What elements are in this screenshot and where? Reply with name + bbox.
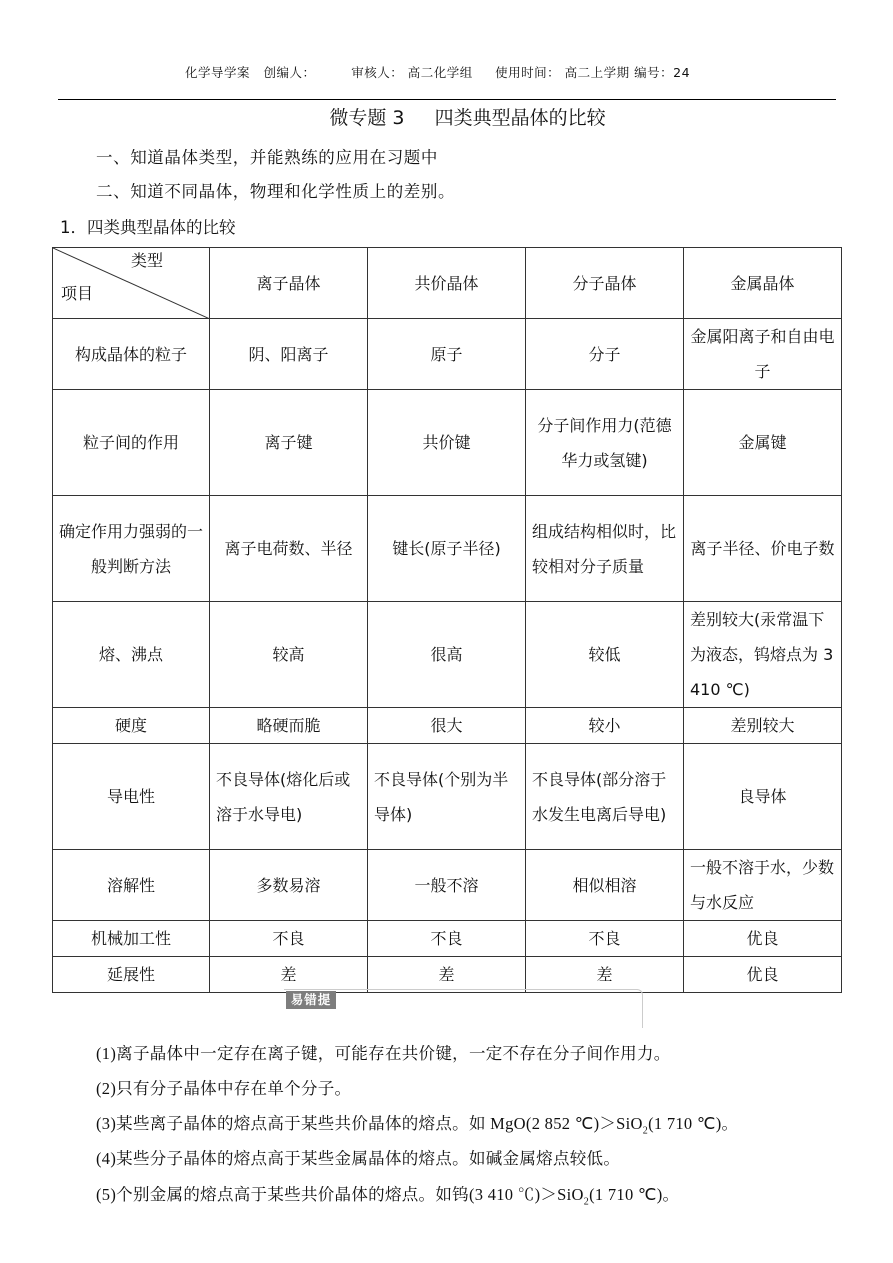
note-3: [96, 1110, 738, 1136]
header-item-label: 项目: [61, 284, 94, 303]
table-cell: 差: [526, 957, 684, 993]
table-cell: 相似相溶: [526, 850, 684, 921]
note-4: (4)某些分子晶体的熔点高于某些金属晶体的熔点。如碱金属熔点较低。: [96, 1149, 621, 1168]
table-row: [53, 390, 842, 496]
row-label: 构成晶体的粒子: [53, 319, 210, 390]
table-cell: 差: [368, 957, 526, 993]
table-cell: 略硬而脆: [210, 708, 368, 744]
table-row: [53, 496, 842, 602]
table-row: [53, 921, 842, 957]
table-row: [53, 744, 842, 850]
table-cell: 一般不溶: [368, 850, 526, 921]
table-cell: 不良导体(个别为半导体): [368, 744, 526, 850]
table-row: [53, 602, 842, 708]
table-cell: 良导体: [684, 744, 842, 850]
row-label: 机械加工性: [53, 921, 210, 957]
table-cell: 差别较大(汞常温下为液态，钨熔点为 3 410 ℃): [684, 602, 842, 708]
tip-box-frame: [284, 989, 643, 1028]
table-cell: 离子电荷数、半径: [210, 496, 368, 602]
table-cell: 阴、阳离子: [210, 319, 368, 390]
table-cell: 不良导体(熔化后或溶于水导电): [210, 744, 368, 850]
note-5: [96, 1181, 679, 1207]
note-5-text: (5)个别金属的熔点高于某些共价晶体的熔点。如钨(3 410 ℃)＞SiO: [96, 1185, 584, 1204]
table-cell: 不良: [526, 921, 684, 957]
table-row: [53, 850, 842, 921]
table-cell: 优良: [684, 957, 842, 993]
table-cell: 分子: [526, 319, 684, 390]
table-cell: 不良: [368, 921, 526, 957]
table-cell: 很大: [368, 708, 526, 744]
note-3-text: (3)某些离子晶体的熔点高于某些共价晶体的熔点。如 MgO(2 852 ℃)＞SiO: [96, 1114, 643, 1133]
table-cell: 键长(原子半径): [368, 496, 526, 602]
column-header: 离子晶体: [210, 248, 368, 319]
table-cell: 不良: [210, 921, 368, 957]
crystal-comparison-table: [52, 247, 842, 993]
table-cell: 金属键: [684, 390, 842, 496]
table-cell: 较高: [210, 602, 368, 708]
table-row: [53, 708, 842, 744]
header-number: 24: [673, 65, 691, 80]
header-subject: 化学导学案: [185, 65, 251, 80]
page-title: 微专题 3 四类典型晶体的比较: [329, 107, 606, 129]
row-label: 溶解性: [53, 850, 210, 921]
section-title: 1．四类典型晶体的比较: [60, 218, 236, 237]
doc-header: [185, 63, 690, 81]
table-row: [53, 319, 842, 390]
row-label: 粒子间的作用: [53, 390, 210, 496]
table-cell: 差: [210, 957, 368, 993]
table-cell: 共价键: [368, 390, 526, 496]
column-header: 共价晶体: [368, 248, 526, 319]
header-divider: [58, 99, 836, 100]
table-cell: 不良导体(部分溶于水发生电离后导电): [526, 744, 684, 850]
table-cell: 差别较大: [684, 708, 842, 744]
row-label: 熔、沸点: [53, 602, 210, 708]
header-author-label: 创编人：: [263, 65, 316, 80]
note-5-subscript: 2: [583, 1196, 590, 1208]
row-label: 延展性: [53, 957, 210, 993]
table-cell: 较小: [526, 708, 684, 744]
column-header: 金属晶体: [684, 248, 842, 319]
table-cell: 多数易溶: [210, 850, 368, 921]
header-reviewer: 高二化学组: [407, 65, 473, 80]
table-cell: 离子键: [210, 390, 368, 496]
table-cell: 分子间作用力(范德华力或氢键): [526, 390, 684, 496]
note-5-tail: (1 710 ℃)。: [589, 1185, 680, 1204]
table-header-row: [53, 248, 842, 319]
header-number-label: 编号：: [634, 65, 674, 80]
diagonal-header-cell: [53, 248, 210, 319]
row-label: 确定作用力强弱的一般判断方法: [53, 496, 210, 602]
note-1: (1)离子晶体中一定存在离子键，可能存在共价键，一定不存在分子间作用力。: [96, 1044, 671, 1063]
header-time: 高二上学期: [564, 65, 630, 80]
row-label: 导电性: [53, 744, 210, 850]
table-cell: 原子: [368, 319, 526, 390]
table-cell: 一般不溶于水，少数与水反应: [684, 850, 842, 921]
table-cell: 较低: [526, 602, 684, 708]
objective-2: 二、知道不同晶体，物理和化学性质上的差别。: [96, 182, 456, 201]
row-label: 硬度: [53, 708, 210, 744]
table-cell: 离子半径、价电子数: [684, 496, 842, 602]
table-cell: 很高: [368, 602, 526, 708]
note-3-subscript: 2: [642, 1125, 649, 1137]
header-type-label: 类型: [131, 251, 164, 270]
header-reviewer-label: 审核人：: [351, 65, 404, 80]
note-2: (2)只有分子晶体中存在单个分子。: [96, 1079, 352, 1098]
header-time-label: 使用时间：: [495, 65, 561, 80]
table-cell: 金属阳离子和自由电子: [684, 319, 842, 390]
table-row: [53, 957, 842, 993]
tip-label: 易错提醒: [286, 991, 336, 1009]
objective-1: 一、知道晶体类型，并能熟练的应用在习题中: [96, 148, 438, 167]
table-cell: 组成结构相似时，比较相对分子质量: [526, 496, 684, 602]
column-header: 分子晶体: [526, 248, 684, 319]
table-cell: 优良: [684, 921, 842, 957]
note-3-tail: (1 710 ℃)。: [648, 1114, 739, 1133]
